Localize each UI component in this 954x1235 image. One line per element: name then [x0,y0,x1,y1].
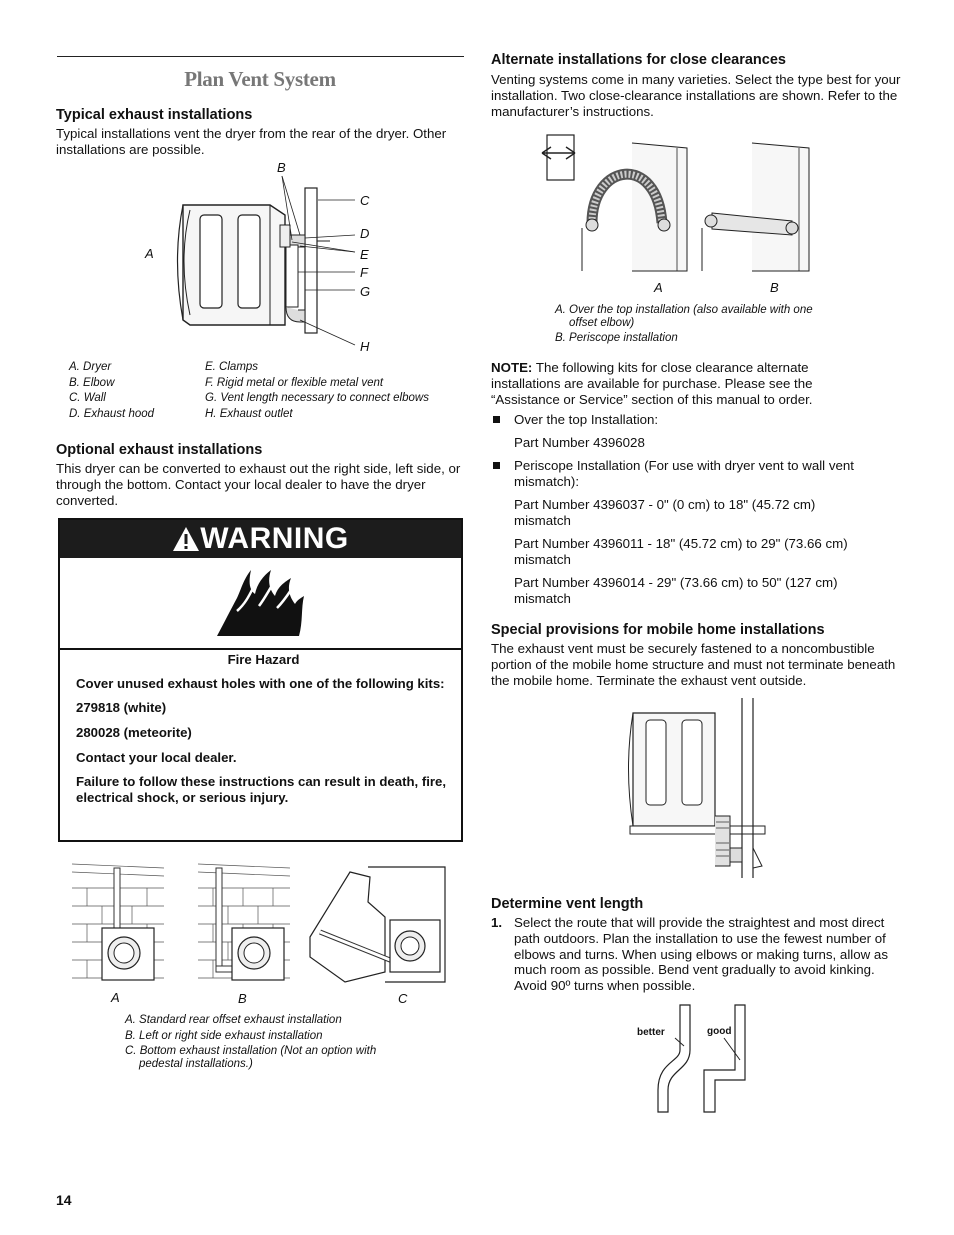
bullet-2 [493,462,500,469]
typical-installation-diagram [150,160,380,360]
note-item1: Over the top Installation: [514,412,659,427]
alternate-label-b: B [770,280,779,295]
note-text [491,360,851,407]
bottom-label-c: C [398,991,408,1006]
bottom-caption-b: B. Left or right side exhaust installation [125,1030,323,1042]
bullet-1 [493,416,500,423]
note-item1-part: Part Number 4396028 [514,435,645,450]
fig-label-c: C [360,193,370,208]
warning-line3: Failure to follow these instructions can result in death, fire, electrical shock, or serious injury. [76,774,447,805]
mobile-home-figure [620,698,765,880]
warning-kit1: 279818 (white) [76,700,167,715]
warning-body [76,652,451,806]
legend-e: E. Clamps [205,361,259,373]
fig-label-e: E [360,247,369,262]
warning-line2: Contact your local dealer. [76,750,237,765]
note-item2-part2: Part Number 4396011 - 18" (45.72 cm) to 29" (73.66 cm) mismatch [514,536,848,567]
fire-hazard-icon [215,566,305,638]
bottom-caption-c-cont: pedestal installations.) [139,1058,253,1070]
side-exhaust-installation-figure [198,858,290,983]
legend-g: G. Vent length necessary to connect elbows [205,392,429,404]
optional-heading: Optional exhaust installations [56,442,263,458]
rear-offset-installation-figure [72,858,164,983]
warning-triangle-icon [172,526,200,552]
fig-label-d: D [360,226,370,241]
optional-text: This dryer can be converted to exhaust out the right side, left side, or through the bottom. Contact your local dealer to have the dryer converted. [56,461,461,508]
mobile-heading: Special provisions for mobile home installations [491,622,825,638]
alternate-caption-a-cont: offset elbow) [569,317,635,329]
vent-length-num: 1. [491,915,503,930]
warning-box [58,518,463,842]
close-clearance-figure [537,133,817,273]
warning-header [60,520,461,558]
alternate-label-a: A [654,280,663,295]
vent-length-heading: Determine vent length [491,896,644,912]
top-rule [57,56,464,57]
bottom-label-b: B [238,991,247,1006]
alternate-text: Venting systems come in many varieties. Select the type best for your installation. Two close-clearance installations are shown. Refer to the manufacturer’s instructions. [491,72,901,119]
vent-length-text: Select the route that will provide the straightest and most direct path outdoors. Plan the installation to use the fewest number of elbows and turns. When using elbows or making turns, allow as much room as possible. Bend vent gradually to avoid kinking. Avoid 90º turns when possible. [514,915,888,994]
note-item2-part1: Part Number 4396037 - 0" (0 cm) to 18" (45.72 cm) mismatch [514,497,816,528]
fig-label-f: F [360,265,368,280]
note-body: The following kits for close clearance alternate installations are available for purchase. Please see the “Assistance or Service” section of this manual to order. [491,360,813,407]
fig-label-g: G [360,284,371,299]
fig-label-b: B [277,160,286,175]
alternate-caption-b: B. Periscope installation [555,332,678,344]
note-label: NOTE: [491,360,533,375]
better-label: better [637,1027,665,1038]
warning-hazard: Fire Hazard [227,652,300,667]
fire-icon-box [60,558,461,650]
page-number: 14 [56,1192,72,1208]
typical-text: Typical installations vent the dryer from the rear of the dryer. Other installations are possible. [56,126,447,157]
fig-label-a: A [145,246,154,261]
legend-b: B. Elbow [69,377,115,389]
typical-heading: Typical exhaust installations [56,107,253,123]
warning-kit2: 280028 (meteorite) [76,725,192,740]
legend-h: H. Exhaust outlet [205,408,293,420]
good-label: good [707,1026,732,1037]
alternate-heading: Alternate installations for close clearances [491,52,786,68]
legend-c: C. Wall [69,392,106,404]
better-good-vent-figure [640,1000,755,1115]
alternate-caption-a: A. Over the top installation (also available with one [555,304,813,316]
bottom-label-a: A [111,990,120,1005]
fig-label-h: H [360,339,370,354]
legend-d: D. Exhaust hood [69,408,155,420]
warning-line1: Cover unused exhaust holes with one of the following kits: [76,676,445,691]
mobile-text: The exhaust vent must be securely fastened to a noncombustible portion of the mobile home structure and must not terminate beneath the mobile home. Terminate the exhaust vent outside. [491,641,896,688]
note-item2-part3: Part Number 4396014 - 29" (73.66 cm) to 50" (127 cm) mismatch [514,575,838,606]
legend-a: A. Dryer [69,361,112,373]
legend-f: F. Rigid metal or flexible metal vent [205,377,384,389]
bottom-caption-c: C. Bottom exhaust installation (Not an option with [125,1045,377,1057]
bottom-caption-a: A. Standard rear offset exhaust installation [125,1014,342,1026]
note-item2: Periscope Installation (For use with dryer vent to wall vent mismatch): [514,458,854,489]
warning-title: WARNING [200,522,349,555]
bottom-exhaust-installation-figure [305,862,445,984]
section-title: Plan Vent System [184,67,336,91]
